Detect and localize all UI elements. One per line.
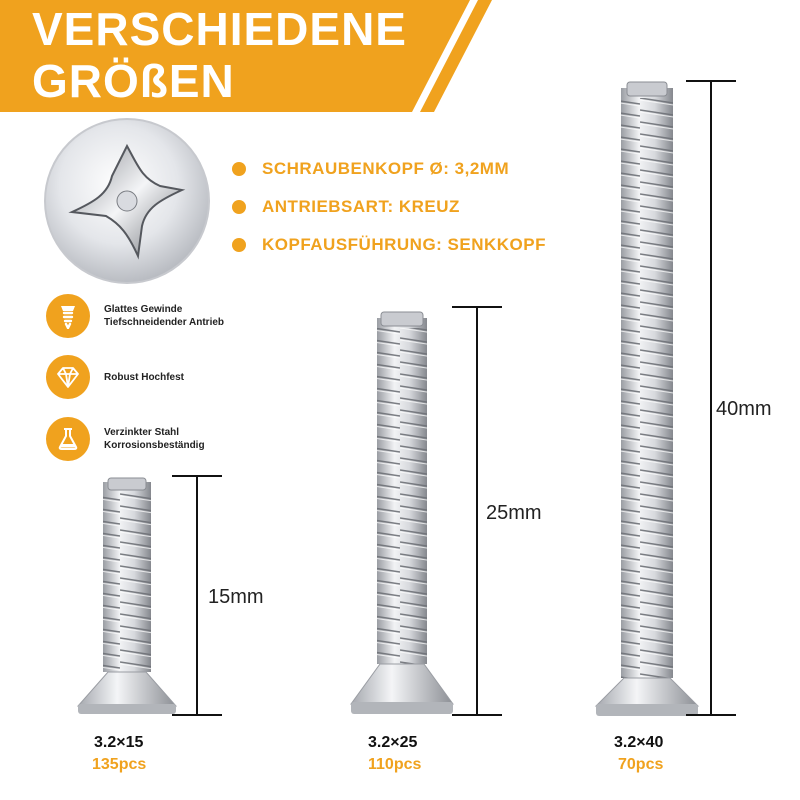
measure-line-bottom: [172, 714, 222, 716]
measure-line-vertical: [476, 306, 478, 716]
measure-line-vertical: [710, 80, 712, 716]
banner-title-line2: GRÖßEN: [32, 55, 235, 107]
feature-line1: Robust Hochfest: [104, 371, 184, 383]
banner-title-line1: VERSCHIEDENE: [32, 3, 407, 55]
spec-label: SCHRAUBENKOPF Ø: 3,2MM: [262, 159, 510, 178]
screw-25mm: [351, 312, 453, 714]
screw-40mm: [596, 82, 698, 716]
screw-count-label: 135pcs: [92, 756, 147, 773]
screw-size-label: 3.2×15: [94, 734, 144, 751]
screw-count-label: 70pcs: [618, 756, 664, 773]
screw-count-label: 110pcs: [368, 756, 422, 773]
measure-line-bottom: [452, 714, 502, 716]
screw-size-label: 3.2×25: [368, 734, 418, 751]
feature-line1: Verzinkter Stahl: [104, 427, 180, 438]
length-label-40mm: 40mm: [716, 398, 772, 420]
screw-15mm: [78, 478, 176, 714]
spec-label: ANTRIEBSART: KREUZ: [262, 197, 460, 216]
length-label-25mm: 25mm: [486, 502, 542, 524]
feature-line2: Tiefschneidender Antrieb: [104, 317, 225, 328]
feature-line1: Glattes Gewinde: [104, 304, 183, 315]
length-label-15mm: 15mm: [208, 586, 264, 608]
screw-size-label: 3.2×40: [614, 734, 664, 751]
feature-line2: Korrosionsbeständig: [104, 440, 205, 451]
measure-line-vertical: [196, 475, 198, 715]
measure-line-bottom: [686, 714, 736, 716]
spec-label: KOPFAUSFÜHRUNG: SENKKOPF: [262, 235, 547, 254]
